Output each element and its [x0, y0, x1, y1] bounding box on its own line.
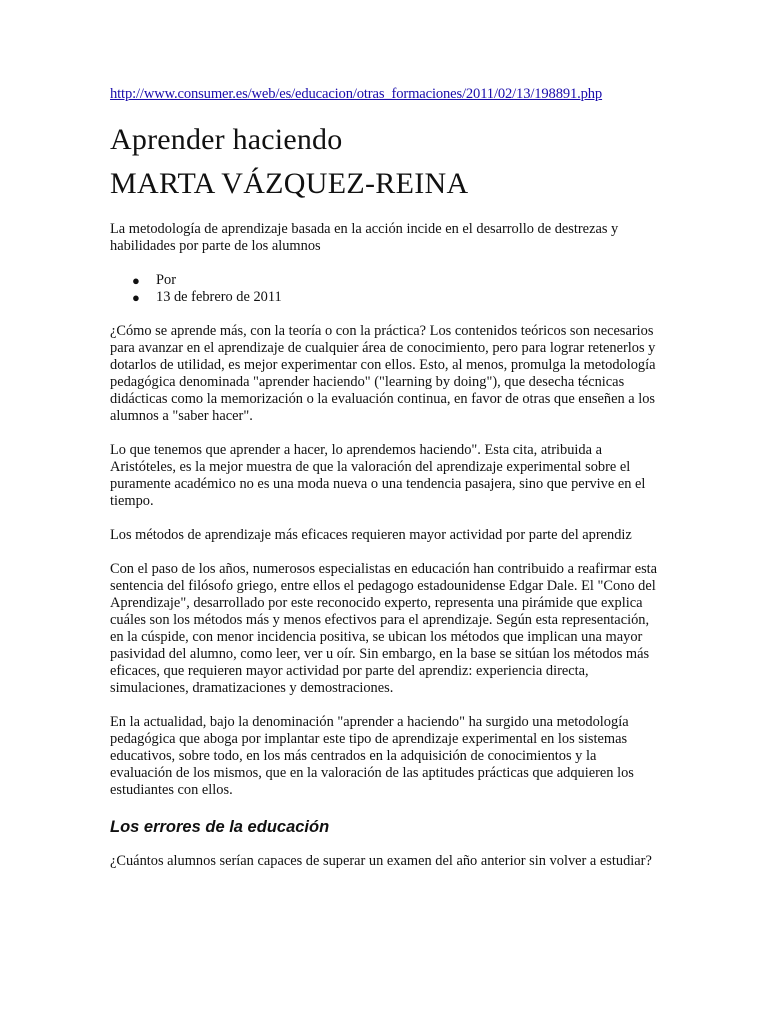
article-author: MARTA VÁZQUEZ-REINA: [110, 167, 469, 200]
article-lead: La metodología de aprendizaje basada en la acción incide en el desarrollo de destrezas y habilidades por parte de los alumnos: [110, 221, 619, 254]
body-paragraph: En la actualidad, bajo la denominación "aprender a haciendo" ha surgido una metodología pedagógica que aboga por implantar este tipo de aprendizaje experimental en los sistemas educativos, sobre todo, en los más centrados en la adquisición de conocimientos y la evaluación de los mismos, que en la valoración de las aptitudes prácticas que adquieren los estudiantes con ellos.: [110, 714, 634, 798]
meta-by-label: Por: [156, 272, 176, 288]
article-meta-list: [110, 272, 660, 306]
bullet-icon: ●: [132, 290, 140, 305]
source-url-link[interactable]: http://www.consumer.es/web/es/educacion/otras_formaciones/2011/02/13/198891.php: [110, 86, 603, 102]
bullet-icon: ●: [132, 273, 140, 288]
meta-date: 13 de febrero de 2011: [156, 289, 282, 305]
body-paragraph: ¿Cómo se aprende más, con la teoría o con la práctica? Los contenidos teóricos son necesarios para avanzar en el aprendizaje de cualquier área de conocimiento, pero para lograr retenerlos y dotarlos de utilidad, es mejor experimentar con ellos. Esto, al menos, promulga la metodología pedagógica denominada "aprender haciendo" ("learning by doing"), que desecha técnicas didácticas como la memorización o la evaluación continua, en favor de otras que enseñen a los alumnos a "saber hacer".: [110, 323, 656, 424]
article-title: Aprender haciendo: [110, 123, 343, 156]
document-page: [110, 86, 660, 870]
body-paragraph: Lo que tenemos que aprender a hacer, lo aprendemos haciendo". Esta cita, atribuida a Aristóteles, es la mejor muestra de que la valoración del aprendizaje experimental sobre el puramente académico no es una moda nueva o una tendencia pasajera, sino que pervive en el tiempo.: [110, 442, 646, 509]
meta-item-by: [132, 272, 660, 289]
meta-item-date: [132, 289, 660, 306]
body-paragraph-subhead: Los métodos de aprendizaje más eficaces requieren mayor actividad por parte del aprendiz: [110, 527, 632, 543]
body-paragraph: Con el paso de los años, numerosos especialistas en educación han contribuido a reafirmar esta sentencia del filósofo griego, entre ellos el pedagogo estadounidense Edgar Dale. El "Cono del Aprendizaje", desarrollado por este reconocido experto, representa una pirámide que explica cuáles son los métodos más y menos efectivos para el aprendizaje. Según esta representación, en la cúspide, con menor incidencia positiva, se ubican los métodos que implican una mayor pasividad del alumno, como leer, ver u oír. Sin embargo, en la base se sitúan los métodos más eficaces, que requieren mayor actividad por parte del aprendiz: experiencia directa, simulaciones, dramatizaciones y demostraciones.: [110, 561, 658, 696]
section-paragraph: ¿Cuántos alumnos serían capaces de superar un examen del año anterior sin volver a estudiar?: [110, 853, 652, 869]
section-heading: Los errores de la educación: [110, 818, 330, 836]
